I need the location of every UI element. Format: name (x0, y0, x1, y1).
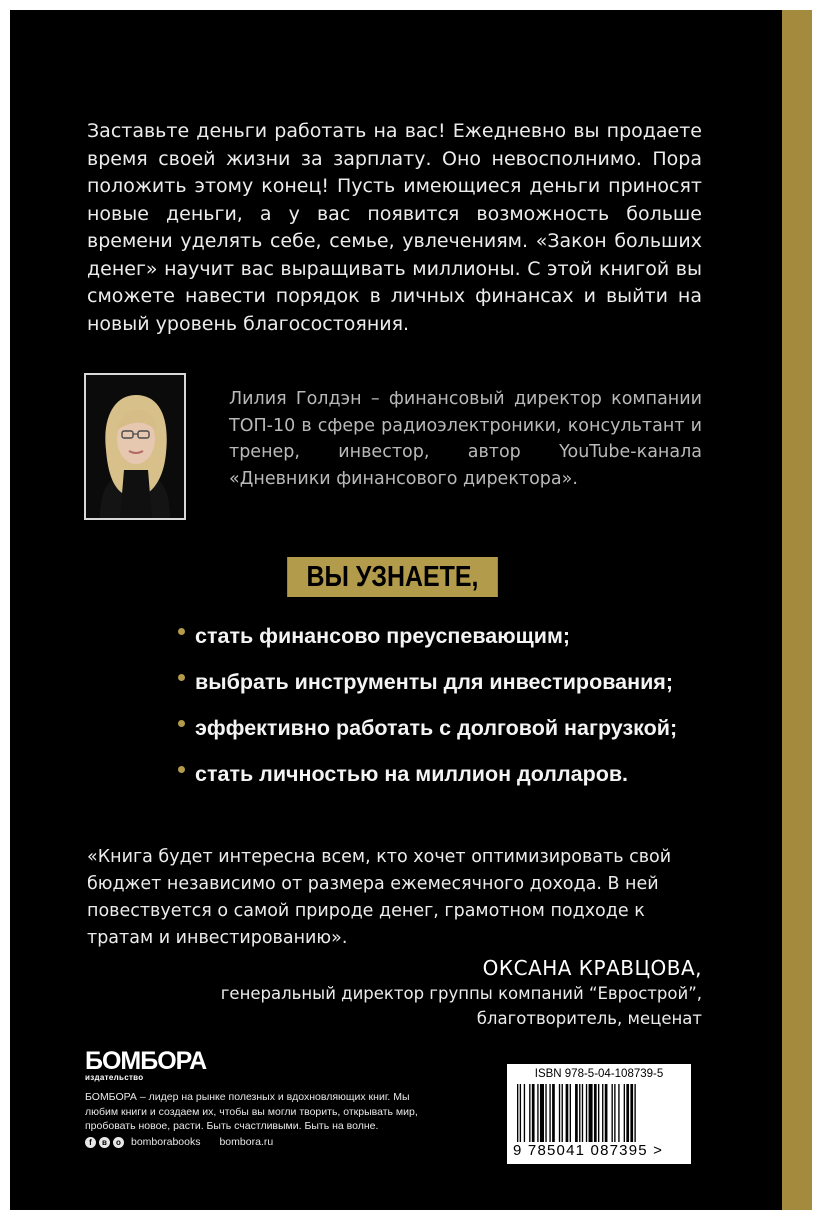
book-blurb: Заставьте деньги работать на вас! Ежедневно вы продаете время своей жизни за зарплату. Оно невосполнимо. Пора положить этому конец! Пусть имеющиеся деньги приносят новые деньги, а у вас появится возможность больше времени уделять себе, семье, увлечениям. «Закон больших денег» научит вас выращивать миллионы. С этой книгой вы сможете навести порядок в личных финансах и выйти на новый уровень благосостояния. (87, 120, 702, 335)
learn-item (178, 705, 677, 751)
odnoklassniki-icon: о (113, 1137, 124, 1148)
barcode-bars (517, 1084, 681, 1142)
isbn-label: ISBN 978-5-04-108739-5 (534, 1068, 664, 1080)
learn-item (178, 659, 677, 705)
learn-heading: ВЫ УЗНАЕТЕ, КАК: (287, 557, 498, 597)
publisher-description: БОМБОРА – лидер на рынке полезных и вдохновляющих книг. Мы любим книги и создаем их, чтобы вы могли творить, открывать мир, пробовать новое, расти. Быть счастливыми. Быть на волне. (85, 1091, 418, 1132)
vk-icon: в (99, 1137, 110, 1148)
social-handle[interactable]: bomborabooks (131, 1136, 201, 1148)
barcode (507, 1064, 691, 1164)
bullet-dot-icon (178, 674, 185, 681)
barcode-digits: 9 785041 087395 > (513, 1142, 664, 1159)
learn-item-text: эффективно работать с долговой нагрузкой; (195, 716, 678, 740)
learn-item-text: стать финансово преуспевающим; (195, 624, 571, 648)
learn-list (178, 613, 677, 797)
quote-author: ОКСАНА КРАВЦОВА, (482, 956, 702, 980)
bullet-dot-icon (178, 628, 185, 635)
publisher-logo-sub: издательство (85, 1073, 144, 1082)
author-bio: Лилия Голдэн – финансовый директор компании ТОП-10 в сфере радиоэлектроники, консультант и тренер, инвестор, автор YouTube-канала «Дневники финансового директора». (229, 389, 702, 489)
quote-author-role: генеральный директор группы компаний “Еврострой”, благотворитель, меценат (220, 984, 702, 1028)
publisher-website[interactable]: bombora.ru (219, 1136, 274, 1148)
testimonial-quote: «Книга будет интересна всем, кто хочет оптимизировать свой бюджет независимо от размера ежемесячного дохода. В ней повествуется о самой природе денег, грамотном подходе к тратам и инвестированию». (87, 847, 672, 948)
author-photo (84, 373, 186, 520)
facebook-icon: f (85, 1137, 96, 1148)
publisher-logo: БОМБОРА (85, 1047, 207, 1075)
learn-item (178, 613, 677, 659)
spine-strip (782, 10, 812, 1210)
learn-item-text: стать личностью на миллион долларов. (195, 762, 629, 786)
learn-item-text: выбрать инструменты для инвестирования; (195, 670, 673, 694)
author-portrait-image (86, 375, 184, 518)
bullet-dot-icon (178, 766, 185, 773)
learn-item (178, 751, 677, 797)
publisher-social (85, 1136, 273, 1148)
bullet-dot-icon (178, 720, 185, 727)
